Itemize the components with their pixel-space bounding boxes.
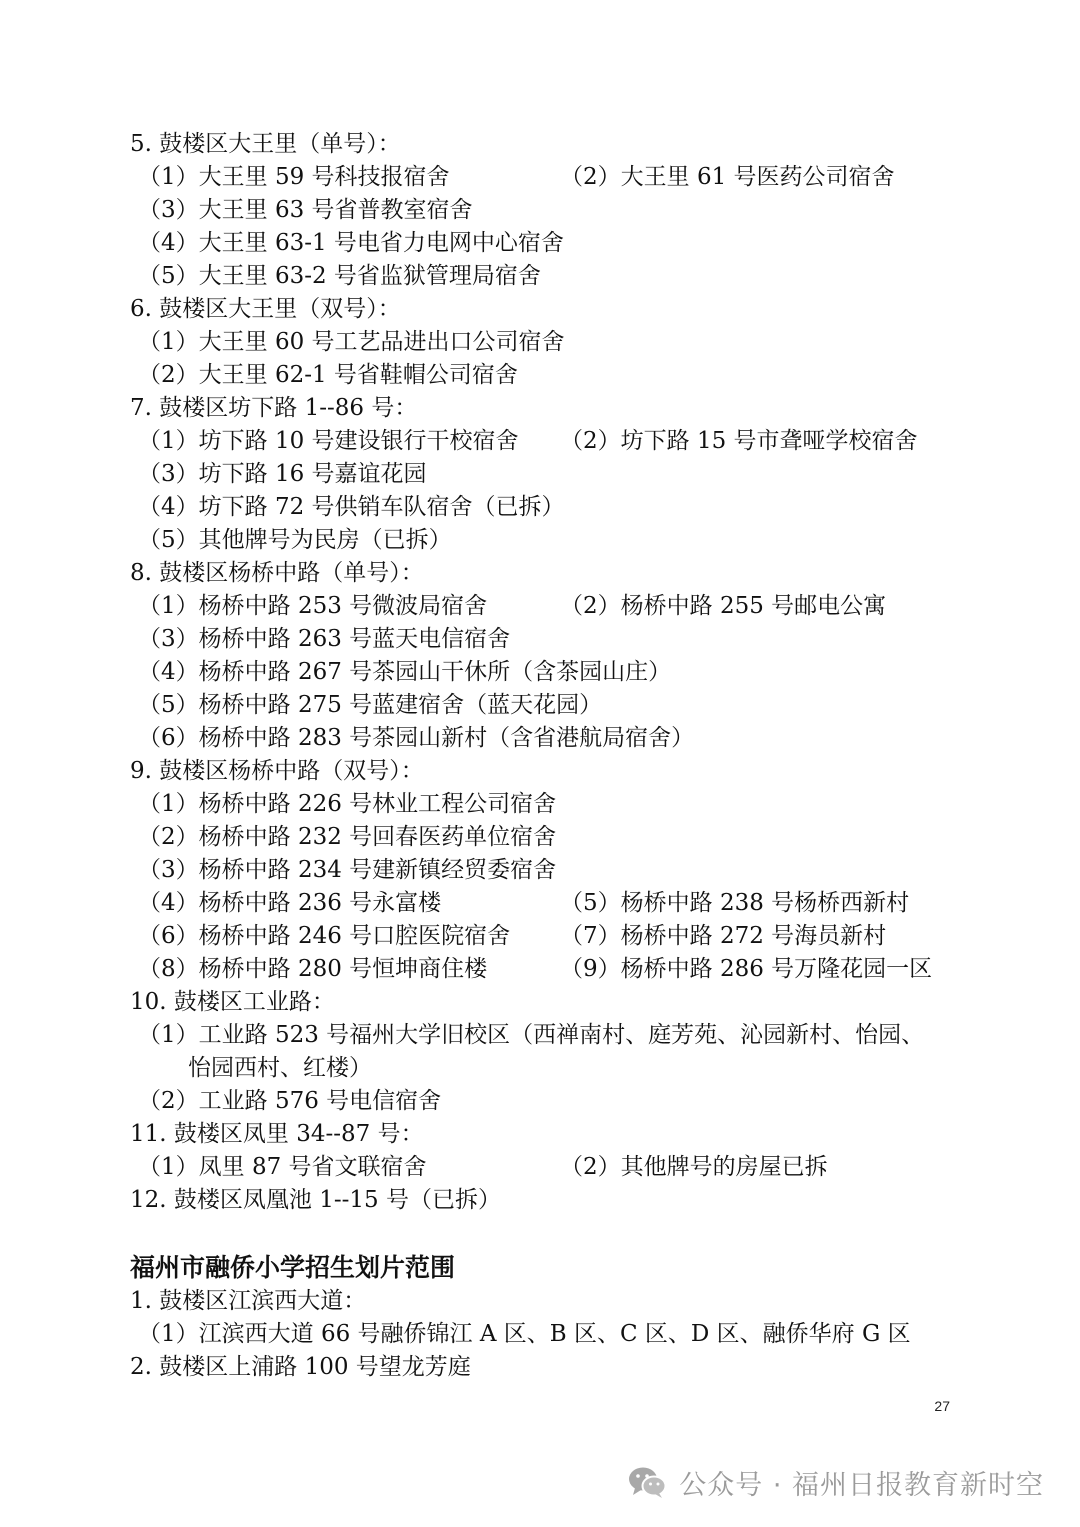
list-item-row [130, 590, 990, 623]
group-heading: 2. 鼓楼区上浦路 100 号望龙芳庭 [130, 1354, 471, 1380]
list-item-row [130, 623, 990, 656]
list-item-row [130, 524, 990, 557]
list-item-row [130, 788, 990, 821]
list-item: （2）坊下路 15 号市聋哑学校宿舍 [560, 428, 918, 454]
group-heading: 5. 鼓楼区大王里（单号）： [130, 131, 401, 157]
list-item: （6）杨桥中路 246 号口腔医院宿舍 [138, 923, 511, 949]
list-item: （4）坊下路 72 号供销车队宿舍（已拆） [138, 494, 565, 520]
list-item: （1）坊下路 10 号建设银行干校宿舍 [138, 428, 519, 454]
section-title: 福州市融侨小学招生划片范围 [130, 1253, 456, 1282]
page-number: 27 [934, 1398, 950, 1414]
group-heading: 10. 鼓楼区工业路： [130, 989, 335, 1015]
list-item-row [130, 1151, 990, 1184]
list-item: （7）杨桥中路 272 号海员新村 [560, 923, 887, 949]
list-item-row [130, 887, 990, 920]
list-item: （3）杨桥中路 263 号蓝天电信宿舍 [138, 626, 511, 652]
list-item-row [130, 1085, 990, 1118]
list-item: （5）杨桥中路 275 号蓝建宿舍（蓝天花园） [138, 692, 603, 718]
list-item-row [130, 1019, 990, 1085]
list-item: （8）杨桥中路 280 号恒坤商住楼 [138, 956, 488, 982]
wechat-icon [627, 1464, 667, 1500]
list-item: （2）杨桥中路 232 号回春医药单位宿舍 [138, 824, 557, 850]
list-item: （4）杨桥中路 267 号茶园山干休所（含茶园山庄） [138, 659, 672, 685]
list-item-row [130, 722, 990, 755]
list-item: （3）大王里 63 号省普教室宿舍 [138, 197, 473, 223]
list-item-row [130, 425, 990, 458]
list-item: （1）杨桥中路 226 号林业工程公司宿舍 [138, 791, 557, 817]
list-item: （3）杨桥中路 234 号建新镇经贸委宿舍 [138, 857, 557, 883]
list-item: （5）大王里 63-2 号省监狱管理局宿舍 [138, 263, 541, 289]
watermark [627, 1460, 1044, 1504]
list-item-row [130, 194, 990, 227]
list-item: （9）杨桥中路 286 号万隆花园一区 [560, 956, 933, 982]
list-item: （1）江滨西大道 66 号融侨锦江 A 区、B 区、C 区、D 区、融侨华府 G 区 [138, 1321, 911, 1347]
list-item: （6）杨桥中路 283 号茶园山新村（含省港航局宿舍） [138, 725, 695, 751]
group-heading: 1. 鼓楼区江滨西大道： [130, 1288, 367, 1314]
list-item-row [130, 491, 990, 524]
list-item: （4）大王里 63-1 号电省力电网中心宿舍 [138, 230, 564, 256]
list-item: （5）其他牌号为民房（已拆） [138, 527, 452, 553]
group-heading: 9. 鼓楼区杨桥中路（双号）： [130, 758, 424, 784]
list-item: （2）杨桥中路 255 号邮电公寓 [560, 593, 887, 619]
list-item-row [130, 359, 990, 392]
list-item-row [130, 260, 990, 293]
list-item: （1）杨桥中路 253 号微波局宿舍 [138, 593, 488, 619]
list-item: （1）凤里 87 号省文联宿舍 [138, 1154, 427, 1180]
list-item-row [130, 920, 990, 953]
list-item-row [130, 326, 990, 359]
group-heading: 11. 鼓楼区凤里 34--87 号： [130, 1121, 424, 1147]
list-item-row [130, 161, 990, 194]
list-item-row [130, 821, 990, 854]
list-item: （1）大王里 59 号科技报宿舍 [138, 164, 450, 190]
document-body [130, 128, 990, 1384]
list-item: （2）大王里 62-1 号省鞋帽公司宿舍 [138, 362, 518, 388]
group-heading: 6. 鼓楼区大王里（双号）： [130, 296, 401, 322]
list-item [138, 1019, 968, 1085]
list-item-row [130, 656, 990, 689]
list-item: （2）工业路 576 号电信宿舍 [138, 1088, 442, 1114]
group-heading: 12. 鼓楼区凤凰池 1--15 号（已拆） [130, 1187, 501, 1213]
list-item: （1）大王里 60 号工艺品进出口公司宿舍 [138, 329, 565, 355]
group-heading: 7. 鼓楼区坊下路 1--86 号： [130, 395, 418, 421]
list-item-line: （1）工业路 523 号福州大学旧校区（西禅南村、庭芳苑、沁园新村、怡园、 [138, 1022, 925, 1048]
list-item: （5）杨桥中路 238 号杨桥西新村 [560, 890, 910, 916]
list-item-row [130, 854, 990, 887]
list-item-row [130, 953, 990, 986]
list-item: （2）其他牌号的房屋已拆 [560, 1154, 828, 1180]
list-item-row [130, 227, 990, 260]
watermark-text: 公众号 · 福州日报教育新时空 [679, 1469, 1044, 1501]
list-item: （2）大王里 61 号医药公司宿舍 [560, 164, 895, 190]
list-item: （3）坊下路 16 号嘉谊花园 [138, 461, 427, 487]
list-item: （4）杨桥中路 236 号永富楼 [138, 890, 442, 916]
list-item-row [130, 689, 990, 722]
group-heading: 8. 鼓楼区杨桥中路（单号）： [130, 560, 424, 586]
list-item-row [130, 1318, 990, 1351]
list-item-row [130, 458, 990, 491]
list-item-continuation: 怡园西村、红楼） [188, 1055, 372, 1081]
